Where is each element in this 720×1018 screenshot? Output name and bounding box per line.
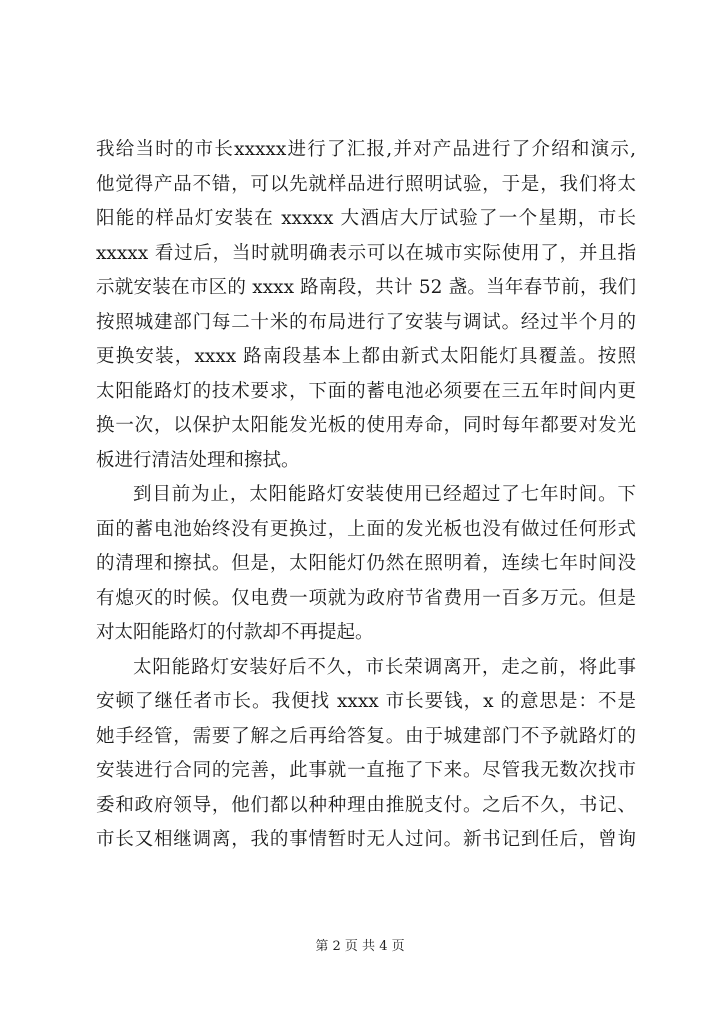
page-number: 第 2 页 共 4 页	[315, 939, 405, 954]
text-line: 他觉得产品不错，可以先就样品进行照明试验，于是，我们将太	[96, 173, 636, 195]
text-line: 她手经管，需要了解之后再给答复。由于城建部门不予就路灯的	[96, 725, 636, 747]
text-line: 太阳能路灯的技术要求，下面的蓄电池必须要在三五年时间内更	[96, 380, 636, 402]
paragraph-first-line: 太阳能路灯安装好后不久，市长荣调离开，走之前，将此事	[133, 656, 636, 678]
text-line: 示就安装在市区的 xxxx 路南段，共计 52 盏。当年春节前，我们	[96, 277, 636, 298]
text-line: 委和政府领导，他们都以种种理由推脱支付。之后不久，书记、	[96, 794, 636, 816]
text-line: 有熄灭的时候。仅电费一项就为政府节省费用一百多万元。但是	[96, 587, 636, 609]
text-line: 更换安装，xxxx 路南段基本上都由新式太阳能灯具覆盖。按照	[96, 346, 636, 367]
text-line: 的清理和擦拭。但是，太阳能灯仍然在照明着，连续七年时间没	[96, 553, 636, 574]
text-line: 板进行清洁处理和擦拭。	[96, 449, 300, 471]
text-line: 换一次，以保护太阳能发光板的使用寿命，同时每年都要对发光	[96, 415, 636, 436]
text-line: 按照城建部门每二十米的布局进行了安装与调试。经过半个月的	[96, 311, 636, 333]
paragraph-first-line: 到目前为止，太阳能路灯安装使用已经超过了七年时间。下	[133, 484, 636, 505]
text-line: 面的蓄电池始终没有更换过，上面的发光板也没有做过任何形式	[96, 518, 636, 540]
text-line: 对太阳能路灯的付款却不再提起。	[96, 622, 374, 643]
text-line: 阳能的样品灯安装在 xxxxx 大酒店大厅试验了一个星期，市长	[96, 208, 636, 229]
text-line: 安顿了继任者市长。我便找 xxxx 市长要钱，x 的意思是：不是	[96, 691, 636, 712]
text-line: 市长又相继调离，我的事情暂时无人过问。新书记到任后，曾询	[96, 829, 636, 850]
text-line: 安装进行合同的完善，此事就一直拖了下来。尽管我无数次找市	[96, 760, 636, 781]
document-body	[96, 133, 636, 858]
page-footer	[0, 935, 720, 954]
text-line: 我给当时的市长xxxxx进行了汇报,并对产品进行了介绍和演示,	[96, 139, 636, 160]
text-line: xxxxx 看过后，当时就明确表示可以在城市实际使用了，并且指	[96, 242, 636, 264]
